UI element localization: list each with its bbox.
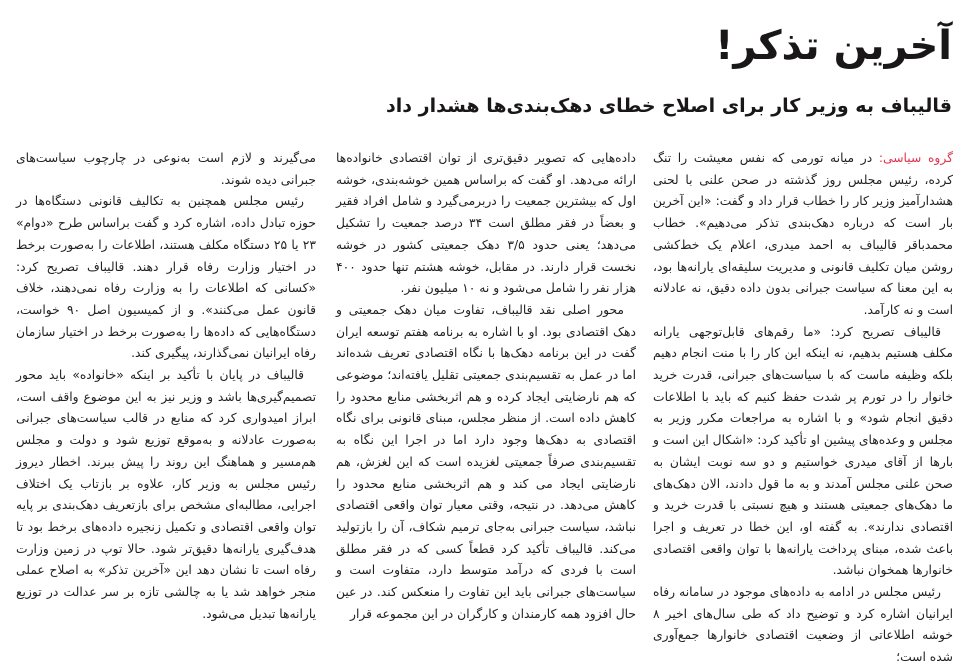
paragraph: قالیباف در پایان با تأکید بر اینکه «خانواده» باید محور تصمیم‌گیری‌ها باشد و وزیر نیز به این موضوع واقف است، ابراز امیدواری کرد که منابع در قالب سیاست‌های جبرانی به‌صورت عادلانه و به‌موقع توزیع شود و دولت و مجلس هم‌مسیر و هماهنگ این روند را پیش ببرند. اخطار دیروز رئیس مجلس به وزیر کار، علاوه بر بازتاب یک اختلاف اجرایی، مطالبه‌ای مشخص برای بازتعریف دهک‌بندی بر پایه توان واقعی اقتصادی و تکمیل زنجیره داده‌های برخط بود تا هدف‌گیری یارانه‌ها دقیق‌تر شود. حالا توپ در زمین وزارت رفاه است تا نشان دهد این «آخرین تذکر» به اصلاح عملی منجر خواهد شد یا به چالشی تازه بر سر عدالت در توزیع یارانه‌ها تبدیل می‌شود. <box>16 368 316 621</box>
article-column-middle <box>336 148 636 638</box>
article-column-right <box>653 148 953 665</box>
paragraph: قالیباف تصریح کرد: «ما رقم‌های قابل‌توجهی یارانه مکلف هستیم بدهیم، نه اینکه این کار را با منت انجام دهیم بلکه وظیفه ماست که با سیاست‌های جبرانی، قدرت خرید خانوار را در تورم پر شدت حفظ کنیم که باید با اطلاعات دقیق انجام شود» و با اشاره به مراجعات مکرر وزیر به مجلس و وعده‌های پیشین او تأکید کرد: «اشکال این است و بارها از آقای میدری خواستیم و دو سه نوبت ایشان به صحن علنی مجلس آمدند و به ما قول دادند، الان دهک‌های ما دهک‌های جمعیتی هستند و هیچ نسبتی با قدرت خرید و اقتصادی ندارند». به گفته او، این خطا در تعریف و اجرا باعث شده، مبنای پرداخت یارانه‌ها با توان واقعی اقتصادی خانوارها همخوان نباشد. <box>653 324 953 578</box>
article-column-left <box>16 148 316 638</box>
headline: آخرین تذکر! <box>715 23 952 69</box>
paragraph: داده‌هایی که تصویر دقیق‌تری از توان اقتصادی خانواده‌ها ارائه می‌دهد. او گفت که براساس همین خوشه‌بندی، خوشه اول که بیشترین جمعیت را دربرمی‌گیرد و شامل افراد فقیر و بعضاً در فقر مطلق است ۳۴ درصد جمعیت را تشکیل می‌دهد؛ یعنی حدود ۳/۵ دهک جمعیتی کشور در خوشه نخست قرار دارند. در مقابل، خوشه هشتم تنها حدود ۴۰۰ هزار نفر را شامل می‌شود و نه ۱۰ میلیون نفر. <box>336 151 637 296</box>
subtitle: قالیباف به وزیر کار برای اصلاح خطای دهک‌بندی‌ها هشدار داد <box>386 95 952 117</box>
paragraph <box>653 148 953 322</box>
section-label: گروه سیاسی: <box>878 151 953 165</box>
paragraph: رئیس مجلس همچنین به تکالیف قانونی دستگاه‌ها در حوزه تبادل داده، اشاره کرد و گفت براساس طرح «دوام» ۲۳ یا ۲۵ دستگاه مکلف هستند، اطلاعات را به‌صورت برخط در اختیار وزارت رفاه قرار دهند. قالیباف تصریح کرد: «کسانی که اطلاعات را به وزارت رفاه نمی‌دهند، خلاف قانون عمل می‌کنند». و از کمیسیون اصل ۹۰ خواست، دستگاه‌هایی که داده‌ها را به‌صورت برخط در اختیار سازمان رفاه ایرانیان نمی‌گذارند، پیگیری کند. <box>16 194 316 361</box>
paragraph: رئیس مجلس در ادامه به داده‌های موجود در سامانه رفاه ایرانیان اشاره کرد و توضیح داد که طی سال‌های اخیر ۸ خوشه اطلاعاتی از وضعیت اقتصادی خانوارها جمع‌آوری شده است؛ <box>653 585 953 665</box>
paragraph-text: در میانه تورمی که نفس معیشت را تنگ کرده، رئیس مجلس روز گذشته در صحن علنی با لحنی هشدارآمیز وزیر کار را خطاب قرار داد و گفت: «این آخرین بار است که درباره دهک‌بندی تذکر می‌دهیم». خطاب محمدباقر قالیباف به احمد میدری، اعلام یک خط‌کشی روشن میان تکلیف قانونی و مدیریت سلیقه‌ای یارانه‌ها بود، به این معنا که سیاست جبرانی بدون داده دقیق، نه عادلانه است و نه کارآمد. <box>653 151 953 317</box>
paragraph: می‌گیرند و لازم است به‌نوعی در چارچوب سیاست‌های جبرانی دیده شوند. <box>16 151 316 187</box>
paragraph: محور اصلی نقد قالیباف، تفاوت میان دهک جمعیتی و دهک اقتصادی بود. او با اشاره به برنامه هفتم توسعه ایران گفت در این برنامه دهک‌ها با نگاه اقتصادی تعریف شده‌اند اما در عمل به تقسیم‌بندی جمعیتی تقلیل یافته‌اند؛ موضوعی که هم نارضایتی ایجاد کرده و هم اثربخشی منابع محدود را کاهش داده است. از منظر مجلس، مبنای قانونی برای نگاه اقتصادی به دهک‌ها وجود دارد اما در اجرا این نگاه به تقسیم‌بندی صرفاً جمعیتی لغزیده است که این لغزش، هم نارضایتی ایجاد می کند و هم اثربخشی منابع محدود را کاهش می‌دهد. در نتیجه، وقتی معیار توان واقعی اقتصادی نباشد، سیاست جبرانی به‌جای ترمیم شکاف، آن را بازتولید می‌کند. قالیباف تأکید کرد قطعاً کسی که در فقر مطلق است با فردی که درآمد متوسط دارد، متفاوت است و سیاست‌های جبرانی باید این تفاوت را منعکس کند. در عین حال افزود همه کارمندان و کارگران در این مجموعه قرار <box>336 302 636 621</box>
